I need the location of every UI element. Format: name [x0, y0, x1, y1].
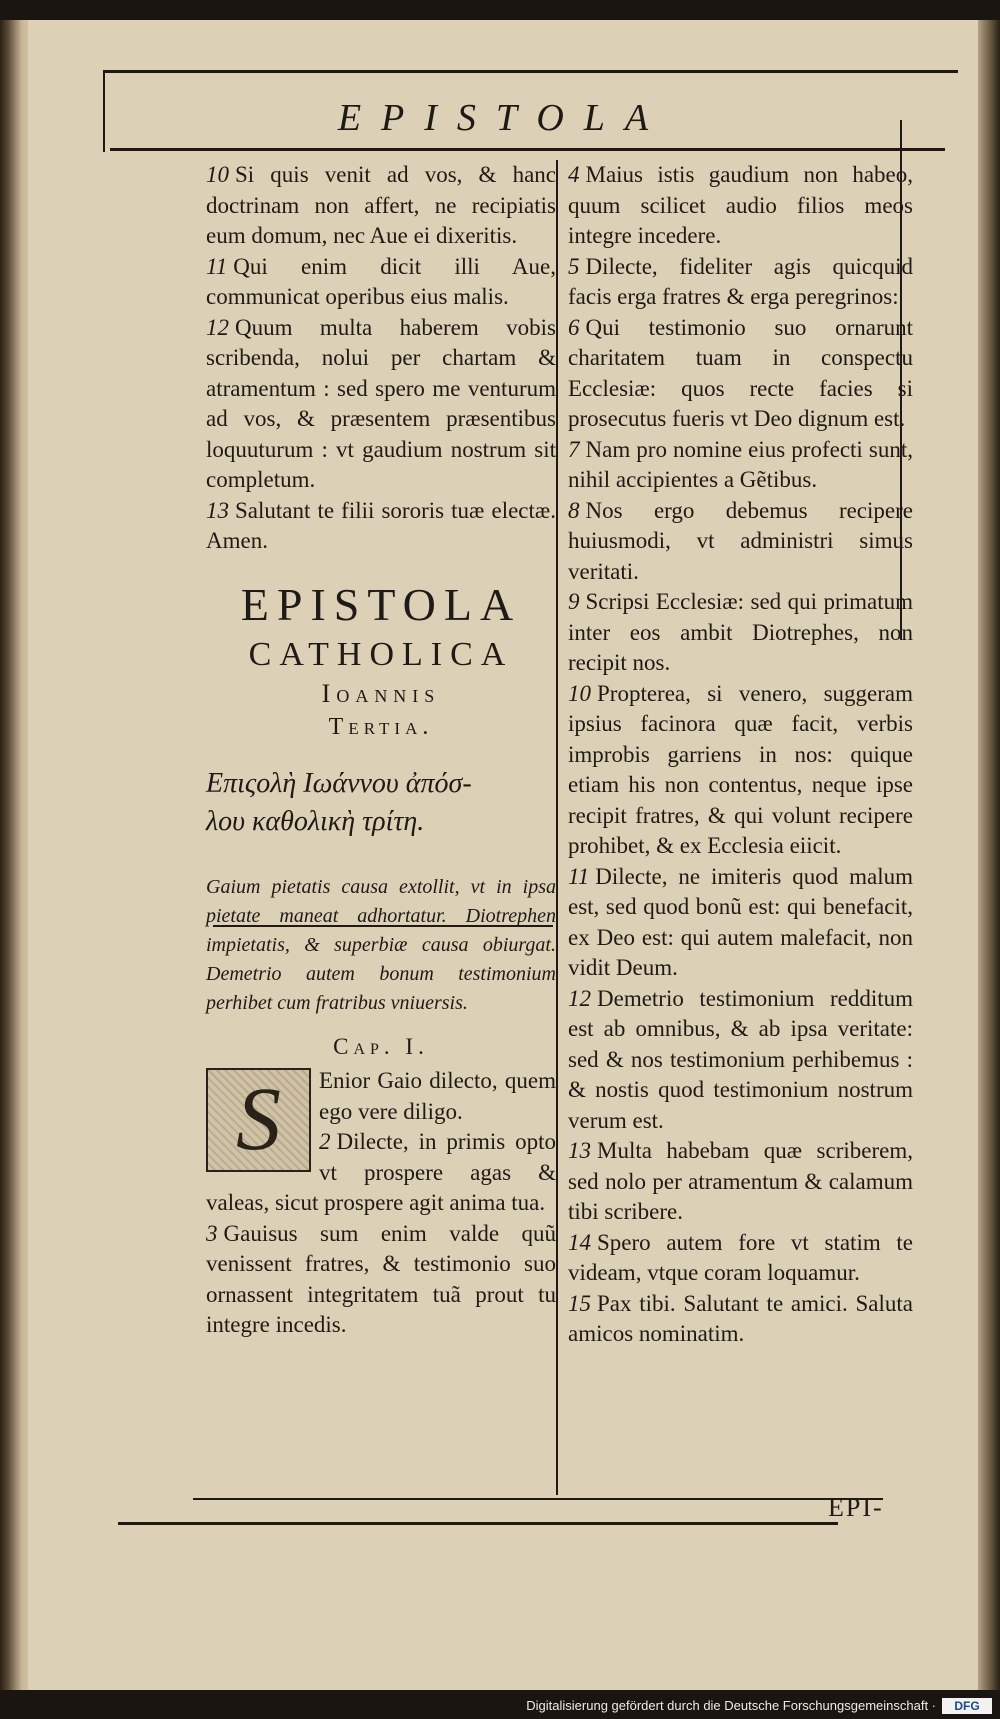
verse-13: [568, 1136, 913, 1228]
verse-text: Enior Gaio dilecto, quem ego vere diligo.: [319, 1068, 556, 1124]
left-column: [206, 160, 556, 1341]
bottom-rule-inner: [193, 1498, 883, 1500]
verse-text: Nos ergo debemus recipere huiusmodi, vt administri simus veritati.: [568, 497, 913, 584]
verse-number: 12: [568, 985, 591, 1011]
verse-15: [568, 1289, 913, 1350]
verse-number: 15: [568, 1290, 591, 1316]
verse-10: [206, 160, 556, 252]
left-border: [103, 70, 105, 152]
digitization-footer: [0, 1693, 1000, 1719]
verse-text: Dilecte, fideliter agis quicquid facis erga fratres & erga peregrinos:: [568, 253, 913, 309]
verse-7: [568, 435, 913, 496]
verse-number: 3: [206, 1220, 218, 1246]
chapter-heading: Cap. I.: [333, 1033, 429, 1059]
running-head: EPISTOLA: [337, 97, 669, 139]
verse-10: [568, 679, 913, 862]
verse-13: [206, 496, 556, 557]
verse-text: Spero autem fore vt statim te videam, vtque coram loquamur.: [568, 1229, 913, 1285]
verse-number: 6: [568, 314, 580, 340]
verse-number: 10: [568, 680, 591, 706]
verse-text: Scripsi Ecclesiæ: sed qui primatum inter eos ambit Diotrephes, non recipit nos.: [568, 589, 913, 675]
verse-number: 13: [568, 1138, 591, 1163]
verse-3: [206, 1219, 556, 1341]
verse-12: [206, 313, 556, 496]
verse-8: [568, 496, 913, 588]
page-leaf: [28, 20, 978, 1690]
verse-text: Qui testimonio suo ornarunt charitatem tuam in conspectu Ecclesiæ: quos recte facies si prosecutus fueris vt Deo dignum est.: [568, 314, 913, 431]
verse-text: Qui enim dicit illi Aue, communicat operibus eius malis.: [206, 253, 556, 309]
verse-text: Dilecte, ne imiteris quod malum est, sed quod bonũ est: qui benefacit, ex Deo est: qui autem malefacit, non vidit Deum.: [568, 863, 913, 980]
verse-text: Salutant te filii sororis tuæ electæ. Amen.: [206, 497, 556, 553]
verse-11: [568, 862, 913, 984]
verse-number: 4: [568, 162, 580, 187]
verse-text: Quum multa haberem vobis scribenda, nolui per chartam & atramentum : sed spero me venturum ad vos, & præsentem præsentibus loquuturum : vt gaudium nostrum sit completum.: [206, 314, 556, 492]
bottom-rule-outer: [118, 1522, 838, 1525]
verse-number: 12: [206, 314, 229, 340]
verse-number: 13: [206, 497, 229, 523]
verse-number: 14: [568, 1229, 591, 1255]
verse-number: 11: [206, 253, 228, 279]
decorated-initial: S: [206, 1068, 311, 1172]
epistle-number: Tertia.: [328, 713, 434, 740]
verse-number: 5: [568, 253, 580, 279]
verse-number: 9: [568, 589, 580, 614]
verse-1: [206, 1066, 556, 1169]
verse-14: [568, 1228, 913, 1289]
verse-number: 7: [568, 436, 580, 462]
dfg-logo-icon: DFG: [942, 1698, 992, 1714]
verse-number: 11: [568, 863, 590, 889]
column-divider: [556, 160, 558, 1495]
verse-text: Multa habebam quæ scriberem, sed nolo per atramentum & calamum tibi scribere.: [568, 1138, 913, 1224]
verse-4: [568, 160, 913, 252]
verse-6: [568, 313, 913, 435]
verse-text: Si quis venit ad vos, & hanc doctrinam non affert, ne recipiatis eum domum, nec Aue ei dixeritis.: [206, 162, 556, 248]
verse-number: 8: [568, 497, 580, 523]
verse-9: [568, 587, 913, 679]
epistle-title: EPISTOLA: [240, 578, 522, 630]
verse-number: 2: [319, 1129, 331, 1154]
greek-title-line1: Επιςολὴ Ιωάννου ἀπόσ-: [206, 767, 472, 799]
verse-text: Pax tibi. Salutant te amici. Saluta amicos nominatim.: [568, 1290, 913, 1346]
verse-number: 10: [206, 162, 229, 187]
verse-text: Maius istis gaudium non habeo, quum scilicet audio filios meos integre incedere.: [568, 162, 913, 248]
verse-text: Demetrio testimonium redditum est ab omnibus, & ab ipsa veritate: sed & nos testimonium perhibemus : & nostis quod testimonium nostrum verum est.: [568, 985, 913, 1133]
epistle-author: Ioannis: [321, 678, 441, 708]
book-scan: [0, 20, 1000, 1690]
chapter-summary: Gaium pietatis causa extollit, vt in ipsa pietate maneat adhortatur. Diotrephen impietatis, & superbiæ causa obiurgat. Demetrio autem bonum testimonium perhibet cum fratribus vniuersis.: [206, 875, 556, 1014]
verse-12: [568, 984, 913, 1137]
greek-title-line2: λου καθολικὴ τρίτη.: [206, 805, 425, 837]
epistle-subtitle: CATHOLICA: [248, 635, 514, 673]
verse-text: Nam pro nomine eius profecti sunt, nihil accipientes a Gẽtibus.: [568, 436, 913, 492]
verse-11: [206, 252, 556, 313]
verse-5: [568, 252, 913, 313]
top-rule: [103, 70, 958, 73]
verse-text: Propterea, si venero, suggeram ipsius facinora quæ facit, verbis improbis garriens in nos: quique etiam his non contentus, neque ipse recipit fratres, & qui volunt recipere prohibet, & ex Ecclesia eiicit.: [568, 680, 913, 858]
funding-credit: Digitalisierung gefördert durch die Deutsche Forschungsgemeinschaft ·: [526, 1698, 936, 1713]
verse-text: Dilecte, in primis opto vt prospere agas & valeas, sicut prospere agit anima tua.: [206, 1129, 556, 1215]
right-column: [568, 160, 913, 1350]
header-rule: [110, 148, 945, 151]
catchword: EPI-: [828, 1493, 884, 1522]
verse-text: Gauisus sum enim valde quũ venissent fratres, & testimonio suo ornassent integritatem tuã prout tu integre incedis.: [206, 1220, 556, 1337]
